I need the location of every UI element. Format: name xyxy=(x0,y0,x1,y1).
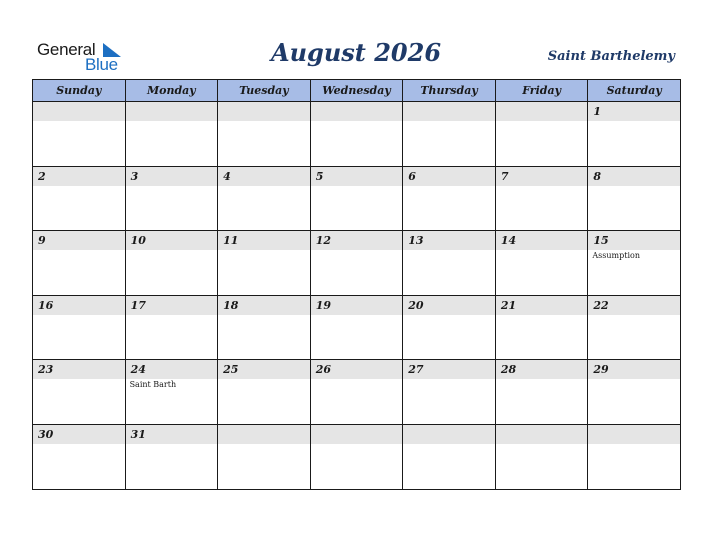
day-number: 4 xyxy=(218,167,310,186)
day-cell[interactable] xyxy=(495,295,588,360)
weekday-saturday: Saturday xyxy=(588,80,681,102)
day-number: 14 xyxy=(496,231,588,250)
day-number: 3 xyxy=(126,167,218,186)
day-cell[interactable] xyxy=(588,424,681,489)
logo-word-blue: Blue xyxy=(85,55,118,74)
day-cell[interactable] xyxy=(403,360,496,425)
day-cell[interactable] xyxy=(125,102,218,167)
day-number: 21 xyxy=(496,296,588,315)
holiday-label: Saint Barth xyxy=(129,380,177,390)
day-number: 29 xyxy=(588,360,680,379)
day-cell[interactable] xyxy=(310,295,403,360)
day-cell[interactable] xyxy=(310,360,403,425)
day-number: 11 xyxy=(218,231,310,250)
day-cell[interactable] xyxy=(33,102,126,167)
calendar-week-row xyxy=(33,231,681,296)
day-number xyxy=(496,102,588,121)
day-number xyxy=(403,425,495,444)
day-number: 13 xyxy=(403,231,495,250)
calendar-title: August 2026 xyxy=(270,38,442,67)
weekday-sunday: Sunday xyxy=(33,80,126,102)
day-number: 25 xyxy=(218,360,310,379)
holiday-label: Assumption xyxy=(592,251,640,261)
day-number: 8 xyxy=(588,167,680,186)
day-cell[interactable] xyxy=(588,166,681,231)
logo-word-general: General xyxy=(37,40,96,59)
day-number xyxy=(218,425,310,444)
day-number: 5 xyxy=(311,167,403,186)
day-number xyxy=(311,102,403,121)
day-cell[interactable] xyxy=(218,424,311,489)
day-number xyxy=(218,102,310,121)
day-cell[interactable] xyxy=(588,360,681,425)
day-number: 30 xyxy=(33,425,125,444)
month-calendar xyxy=(32,79,681,490)
day-cell[interactable] xyxy=(403,166,496,231)
day-number: 2 xyxy=(33,167,125,186)
day-number: 18 xyxy=(218,296,310,315)
weekday-tuesday: Tuesday xyxy=(218,80,311,102)
day-cell[interactable] xyxy=(403,424,496,489)
day-cell[interactable] xyxy=(125,231,218,296)
day-number: 16 xyxy=(33,296,125,315)
day-cell[interactable] xyxy=(310,424,403,489)
day-number: 24 xyxy=(126,360,218,379)
day-cell[interactable] xyxy=(125,360,218,425)
day-number: 27 xyxy=(403,360,495,379)
day-cell[interactable] xyxy=(218,231,311,296)
day-cell[interactable] xyxy=(310,166,403,231)
day-number: 31 xyxy=(126,425,218,444)
weekday-thursday: Thursday xyxy=(403,80,496,102)
day-cell[interactable] xyxy=(403,102,496,167)
calendar-week-row xyxy=(33,424,681,489)
day-number: 9 xyxy=(33,231,125,250)
day-number: 15 xyxy=(588,231,680,250)
day-cell[interactable] xyxy=(218,360,311,425)
day-cell[interactable] xyxy=(218,295,311,360)
day-cell[interactable] xyxy=(218,102,311,167)
day-cell[interactable] xyxy=(403,295,496,360)
calendar-week-row xyxy=(33,102,681,167)
day-cell[interactable] xyxy=(495,424,588,489)
day-cell[interactable] xyxy=(33,424,126,489)
day-number xyxy=(496,425,588,444)
weekday-friday: Friday xyxy=(495,80,588,102)
day-cell[interactable] xyxy=(588,231,681,296)
day-cell[interactable] xyxy=(495,166,588,231)
day-number: 26 xyxy=(311,360,403,379)
day-number: 22 xyxy=(588,296,680,315)
day-number xyxy=(403,102,495,121)
weekday-wednesday: Wednesday xyxy=(310,80,403,102)
day-cell[interactable] xyxy=(33,231,126,296)
day-number: 10 xyxy=(126,231,218,250)
day-number: 12 xyxy=(311,231,403,250)
day-cell[interactable] xyxy=(33,166,126,231)
day-cell[interactable] xyxy=(495,102,588,167)
day-number: 7 xyxy=(496,167,588,186)
day-cell[interactable] xyxy=(310,102,403,167)
day-number xyxy=(126,102,218,121)
day-number: 6 xyxy=(403,167,495,186)
day-cell[interactable] xyxy=(495,360,588,425)
day-number: 20 xyxy=(403,296,495,315)
calendar-week-row xyxy=(33,295,681,360)
day-cell[interactable] xyxy=(310,231,403,296)
day-cell[interactable] xyxy=(125,424,218,489)
region-name: Saint Barthelemy xyxy=(547,49,675,64)
day-cell[interactable] xyxy=(588,102,681,167)
day-number xyxy=(33,102,125,121)
day-number: 19 xyxy=(311,296,403,315)
day-number: 1 xyxy=(588,102,680,121)
day-number: 28 xyxy=(496,360,588,379)
day-cell[interactable] xyxy=(588,295,681,360)
day-number: 23 xyxy=(33,360,125,379)
day-cell[interactable] xyxy=(125,295,218,360)
day-number: 17 xyxy=(126,296,218,315)
day-cell[interactable] xyxy=(403,231,496,296)
day-cell[interactable] xyxy=(218,166,311,231)
day-cell[interactable] xyxy=(125,166,218,231)
calendar-week-row xyxy=(33,360,681,425)
day-number xyxy=(311,425,403,444)
calendar-week-row xyxy=(33,166,681,231)
day-cell[interactable] xyxy=(33,360,126,425)
day-cell[interactable] xyxy=(495,231,588,296)
day-cell[interactable] xyxy=(33,295,126,360)
weekday-monday: Monday xyxy=(125,80,218,102)
calendar-weeks xyxy=(33,102,681,490)
day-number xyxy=(588,425,680,444)
weekday-header-row xyxy=(33,80,681,102)
